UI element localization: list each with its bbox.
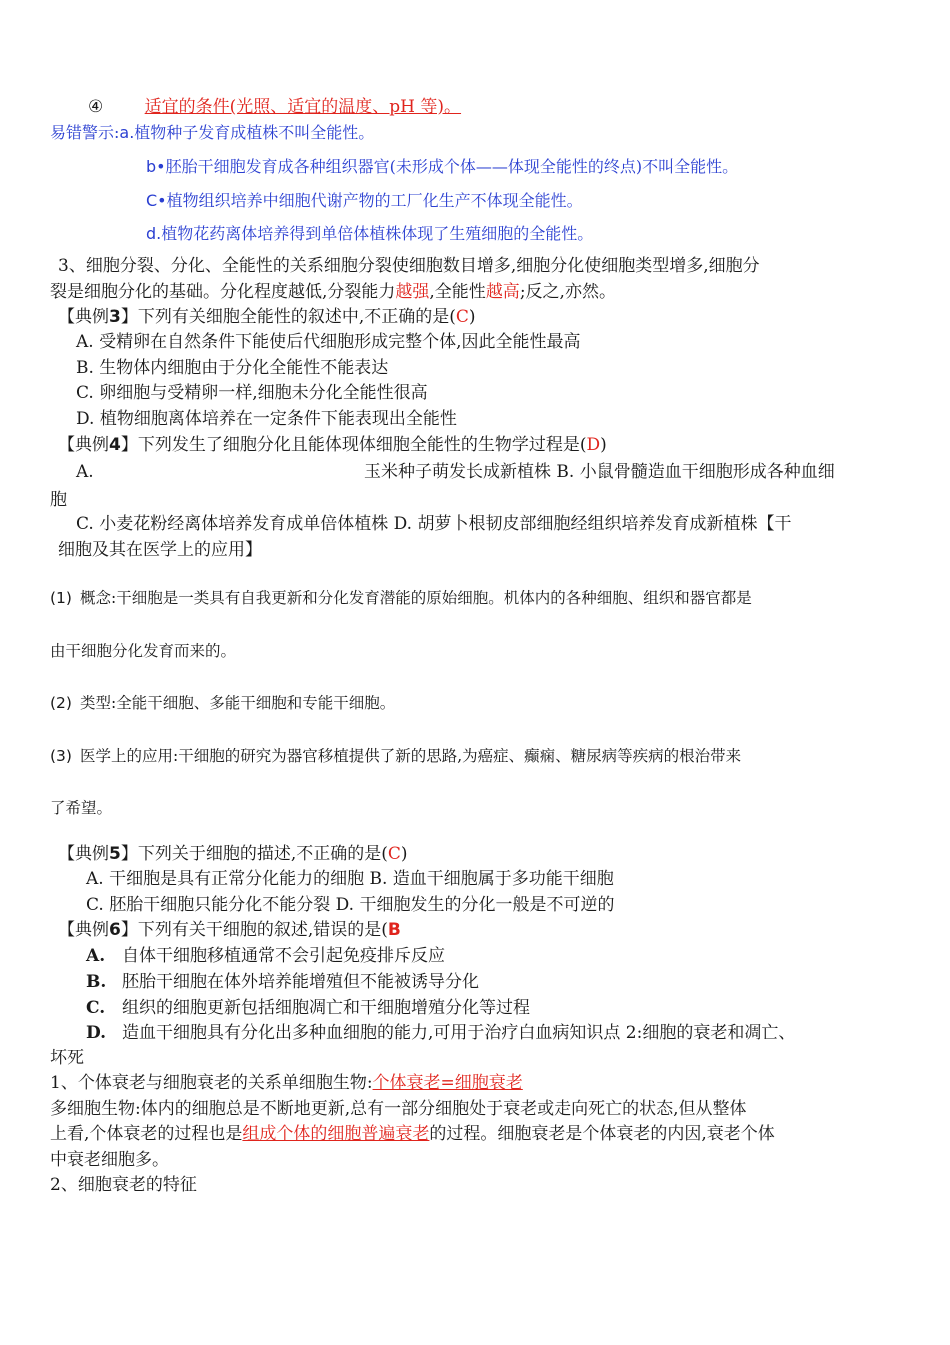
aging-line-1: [50, 1072, 523, 1094]
p3-text-b: ,全能性: [429, 282, 486, 302]
example-6-option-c: [86, 997, 530, 1019]
example-5-options-ab: A. 干细胞是具有正常分化能力的细胞 B. 造血干细胞属于多功能干细胞: [86, 869, 614, 889]
example-6-question: 】下列有关干细胞的叙述,错误的是(: [120, 920, 388, 940]
example-5-close: ): [400, 844, 408, 864]
warning-d-mark: d.: [146, 224, 162, 243]
stem-application-text: 医学上的应用:干细胞的研究为器官移植提供了新的思路,为癌症、癫痫、糖尿病等疾病的根治带来: [79, 747, 742, 765]
warning-c-text: 植物组织培养中细胞代谢产物的工厂化生产不体现全能性。: [166, 191, 583, 210]
example-3-close: ): [468, 307, 476, 327]
example-6-option-b: [86, 971, 479, 993]
p3-highlight-1: 越强: [395, 282, 430, 302]
aging-highlight-1: 个体衰老=细胞衰老: [372, 1073, 523, 1093]
option-c-text: 组织的细胞更新包括细胞凋亡和干细胞增殖分化等过程: [122, 998, 530, 1018]
option-b-mark: B.: [86, 972, 107, 992]
example-6-number: 6: [109, 920, 121, 940]
example-6-stem: [58, 919, 401, 941]
example-4-head: 【典例: [58, 435, 109, 455]
stem-concept-text: 概念:干细胞是一类具有自我更新和分化发育潜能的原始细胞。机体内的各种细胞、组织和器官都是: [79, 589, 752, 607]
example-4-stem: [58, 434, 607, 456]
warning-line-c: [146, 190, 583, 212]
example-5-head: 【典例: [58, 844, 109, 864]
warning-line-d: [146, 223, 593, 245]
stem-types-line: [50, 692, 395, 714]
p3-highlight-2: 越高: [485, 282, 520, 302]
example-3-option-a: A. 受精卵在自然条件下能使后代细胞形成完整个体,因此全能性最高: [76, 332, 581, 352]
example-3-answer: C: [455, 307, 469, 327]
warning-c-mark: C•: [146, 191, 167, 210]
stem-application-line-1: [50, 745, 741, 767]
stem-concept-line-2: 由干细胞分化发育而来的。: [50, 642, 237, 660]
warning-label: 易错警示:: [50, 123, 120, 142]
example-3-option-d: D. 植物细胞离体培养在一定条件下能表现出全能性: [76, 409, 457, 429]
example-3-option-c: C. 卵细胞与受精卵一样,细胞未分化全能性很高: [76, 383, 428, 403]
option-d-text: 造血干细胞具有分化出多种血细胞的能力,可用于治疗白血病知识点 2:细胞的衰老和凋亡、: [122, 1023, 796, 1043]
example-4-wrap: 胞: [50, 490, 67, 510]
example-5-number: 5: [109, 844, 121, 864]
p3-line-1: 3、细胞分裂、分化、全能性的关系细胞分裂使细胞数目增多,细胞分化使细胞类型增多,细胞分: [58, 256, 760, 276]
aging-line-3: [50, 1123, 775, 1145]
example-4-options-cd: C. 小麦花粉经离体培养发育成单倍体植株 D. 胡萝卜根韧皮部细胞经组织培养发育成新植株【干: [76, 514, 792, 534]
stem-types-text: 类型:全能干细胞、多能干细胞和专能干细胞。: [79, 694, 396, 712]
option-a-text: 自体干细胞移植通常不会引起免疫排斥反应: [122, 946, 445, 966]
example-4-question: 】下列发生了细胞分化且能体现体细胞全能性的生物学过程是(: [120, 435, 587, 455]
aging-line-5: 2、细胞衰老的特征: [50, 1175, 197, 1195]
warning-a-text: 植物种子发育成植株不叫全能性。: [134, 123, 375, 142]
option-d-mark: D.: [86, 1023, 107, 1043]
condition-text: 适宜的条件(光照、适宜的温度、pH 等)。: [144, 97, 462, 117]
warning-line-a: [50, 122, 374, 144]
item-number: ④: [88, 97, 104, 117]
example-3-number: 3: [109, 307, 121, 327]
aging-text-1: 1、个体衰老与细胞衰老的关系单细胞生物:: [50, 1073, 373, 1093]
example-4-number: 4: [109, 435, 121, 455]
example-5-stem: [58, 843, 408, 865]
stem-number-3: (3): [50, 747, 72, 765]
warning-d-text: 植物花药离体培养得到单倍体植株体现了生殖细胞的全能性。: [161, 224, 594, 243]
example-5-options-cd: C. 胚胎干细胞只能分化不能分裂 D. 干细胞发生的分化一般是不可逆的: [86, 895, 615, 915]
example-3-option-b: B. 生物体内细胞由于分化全能性不能表达: [76, 358, 389, 378]
example-6-wrap: 坏死: [50, 1048, 84, 1068]
example-4-option-a-mark: A.: [76, 462, 94, 482]
warning-line-b: [146, 156, 738, 178]
example-4-answer: D: [586, 435, 601, 455]
example-6-head: 【典例: [58, 920, 109, 940]
aging-line-2: 多细胞生物:体内的细胞总是不断地更新,总有一部分细胞处于衰老或走向死亡的状态,但从整体: [50, 1099, 747, 1119]
p3-text-a: 裂是细胞分化的基础。分化程度越低,分裂能力: [50, 282, 396, 302]
example-6-option-a: [86, 945, 445, 967]
option-c-mark: C.: [86, 998, 106, 1018]
example-5-question: 】下列关于细胞的描述,不正确的是(: [120, 844, 388, 864]
option-b-text: 胚胎干细胞在体外培养能增殖但不能被诱导分化: [122, 972, 479, 992]
example-3-stem: [58, 306, 476, 328]
p3-text-c: ;反之,亦然。: [519, 282, 616, 302]
item-4-line: [88, 96, 461, 118]
warning-a-mark: a.: [119, 123, 135, 142]
aging-highlight-2: 组成个体的细胞普遍衰老: [242, 1124, 430, 1144]
stem-application-line-2: 了希望。: [50, 799, 113, 817]
p3-line-2: [50, 281, 616, 303]
stem-number-1: (1): [50, 589, 72, 607]
stem-number-2: (2): [50, 694, 72, 712]
option-a-mark: A.: [86, 946, 106, 966]
aging-text-3a: 上看,个体衰老的过程也是: [50, 1124, 243, 1144]
stem-concept-line-1: [50, 587, 752, 609]
example-3-head: 【典例: [58, 307, 109, 327]
example-6-option-d: [86, 1022, 795, 1044]
example-4-options-ab: 玉米种子萌发长成新植株 B. 小鼠骨髓造血干细胞形成各种血细: [364, 462, 835, 482]
stem-cell-heading: 细胞及其在医学上的应用】: [58, 540, 262, 560]
aging-text-3b: 的过程。细胞衰老是个体衰老的内因,衰老个体: [429, 1124, 775, 1144]
aging-line-4: 中衰老细胞多。: [50, 1150, 169, 1170]
warning-b-mark: b•: [146, 157, 166, 176]
example-5-answer: C: [387, 844, 401, 864]
example-6-answer: B: [387, 920, 401, 940]
example-3-question: 】下列有关细胞全能性的叙述中,不正确的是(: [120, 307, 456, 327]
example-4-close: ): [600, 435, 607, 455]
warning-b-text: 胚胎干细胞发育成各种组织器官(未形成个体——体现全能性的终点)不叫全能性。: [165, 157, 739, 176]
